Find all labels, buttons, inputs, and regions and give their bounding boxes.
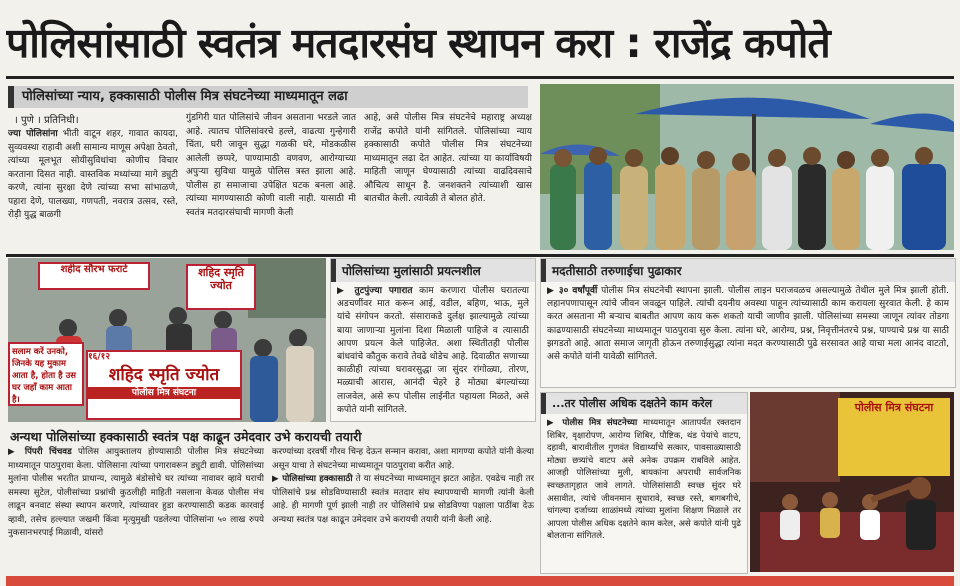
rally-banner-salam: सलाम करें उनको, जिनके यह मुकाम आता है, होता है उस घर जहाँ काम आता है। (8, 342, 84, 406)
rally-banner-main-title: शहिद स्मृति ज्योत (108, 365, 220, 385)
article2-column-2 (272, 446, 534, 570)
rally-photo (8, 258, 326, 422)
box-vigilance-title: ...तर पोलीस अधिक दक्षतेने काम करेल (541, 393, 747, 414)
article2-lead: ▶ पिंपरी चिंचवड (8, 447, 72, 457)
bottom-strip (6, 576, 954, 586)
rally-banner-smriti: शहिद स्मृति ज्योत (186, 264, 256, 310)
box-children-title: पोलिसांच्या मुलांसाठी प्रयत्नशील (331, 259, 535, 282)
box-vigilance (540, 392, 748, 574)
box-youth (540, 258, 956, 388)
box-vigilance-body (541, 414, 747, 546)
rally-banner-main-org: पोलीस मित्र संघटना (88, 387, 240, 399)
ceremony-photo-graphic (540, 84, 954, 250)
article1-col1-text: भीती वाटून शहर, गावात कायदा, सुव्यवस्था राहावी अशी सामान्य माणूस अपेक्षा ठेवतो, त्यांच्या मूलभूत सोयीसुविधांचा कोणीच विचार करताना दिसत नाही. वास्तविक मध्यांच्या मागे ड्युटी करणे, त्यांना सुरक्षा देणे त्यांच्या सभा सांभाळणे, पहारा देणे, पालख्या, गणपती, नवरात्र उत्सव, रस्ते, रोड़ी युद्ध बाळगी (8, 129, 178, 220)
headline: पोलिसांसाठी स्वतंत्र मतदारसंघ स्थापन करा : राजेंद्र कपोते (6, 19, 830, 67)
box-youth-lead: ▶ ३० वर्षांपूर्वी (547, 286, 598, 296)
article1-column-1 (8, 128, 178, 252)
subheadline: पोलिसांच्या न्याय, हक्कासाठी पोलीस मित्र संघटनेच्या माध्यमातून लढा (8, 86, 528, 108)
box-vigilance-text: माध्यमातून आतापर्यंत रक्तदान शिबिर, वृक्षारोपण, आरोग्य शिबिर, पौष्टिक, थंड पेयांचे वाटप, दहावी, बारावीतील गुणवंत विद्यार्थ्यांचे सत्कार, पावसाळ्यासाठी मोठ्या छत्र्यांचे वाटप असे अनेक उपक्रम राबविले आहेत. आजही पोलिसांच्या मुली, बायकांना अपराधी सार्वजनिक स्वच्छतागृहात जावे लागते. पोलिसांसाठी स्वच्छ सुंदर घरे असावीत, त्यांचे जीवनमान सुधारावे, स्वच्छ रस्ते, बागबगीचे, चांगल्या दर्जाच्या शाळांमध्ये त्यांच्या मुलांना शिक्षण मिळाले तर आपला पोलीस अधिक दक्षतेने काम करेल, असे कपोते यांनी पुढे बोलताना सांगितले. (547, 418, 742, 542)
box-youth-text: पोलीस मित्र संघटनेची स्थापना झाली. पोलीस लाइन घराजवळच असल्यामुळे तेथील मुले मित्र झाली होती. लहानपणापासून त्यांचे जीवन जवळून पाहिले. त्यांची दयनीय अवस्था पाहून त्यांच्यासाठी काम करायला सुरवात केली. हे काम करत असताना मी बऱ्याच बाबतीत आपण काय करू शकतो याची जाणीव झाली. पोलिसांच्या समस्या जाणून त्यांवर तोडगा काढण्यासाठी संघटनेच्या माध्यमातून पाठपुरावा सुरु केला. त्यांना घरे, आरोग्य, प्रश्न, निवृत्तीनंतरचे प्रश्न, पाण्याचे प्रश्न या साठी झगडतो आहे. आता समाज जागृती होऊन तरुणाईसुद्धा त्यांना मदत करण्यासाठी पुढे सरसावत आहे याचा मला आनंद वाटतो, असे कपोते यांनी यावेळी सांगितले. (547, 286, 949, 363)
article2-column-1 (8, 446, 264, 570)
article1-lead: ज्या पोलिसांना (8, 129, 58, 139)
article1-column-2: गुंडगिरी यात पोलिसांचे जीवन असताना भरडले जात आहे. त्यातच पोलिसांवरचे हल्ले, वाढत्या गुन्हेगारी चिंता, घरी जावून सुद्धा गळकी घरे, मोडकळीस आलेली छप्परे, पाण्यामाठी वणवण, आरोग्याच्या अपुऱ्या सुविधा यामुळे पोलिस त्रस्त झाला आहे. पोलीस हा समाजाचा उपेक्षित घटक बनला आहे. त्यांच्या मागण्यासाठी कोणी वाली नाही. यासाठी मी स्वतंत्र मतदारसंघाची मागणी केली (186, 113, 356, 218)
box-youth-title: मदतीसाठी तरुणाईचा पुढाकार (541, 259, 955, 282)
rally-banner-number: १६/१२ (88, 352, 111, 362)
section-rule-1 (6, 254, 954, 257)
stage-photo (750, 392, 954, 572)
box-children-body (331, 282, 535, 420)
ceremony-photo (540, 84, 954, 250)
box-children (330, 258, 536, 422)
article2-title: अन्यथा पोलिसांच्या हक्कासाठी स्वतंत्र पक्ष काढून उमेदवार उभे करायची तयारी (10, 429, 362, 444)
article2-col2-text: करण्यांच्या दरवर्षी गौरव चिन्ह देऊन सन्मान करावा, अशा मागण्या कपोते यांनी केल्या असून याचा ते संघटनेच्या माध्यमातून पाठपुरावा करीत आहे. (272, 447, 534, 471)
rally-banner-saurabh: शहीद सौरभ फराटे (38, 262, 150, 290)
article2-col1-text: पोलिस आयुक्तालय होण्यासाठी पोलीस मित्र संघटनेच्या माध्यमातून पाठपुरावा केला. पोलिसाना त्यांच्या पगारावरून ड्युटी द्यावी. पोलिसांच्या मुलांना पोलीस भरतीत प्राधान्य, त्यामुळे बंडोसोचे घर त्यांच्या नावावर व्हावे घराची समस्या सुटेल, पोलीसांच्या प्रश्नांची कुठलीही माहिती नसलाना केवळ पोलीस मंच लाढून बनवाट संस्था स्थापन करणारे, त्यांच्यावर हुडा करण्यासाठी कडक कारवाई व्हावी, तसेच हल्ल्यात जखमी किंवा मृत्युमुखी पडलेल्या पोलिसांना ५० लाख रुपये नुकसानभरपाई मिळावी, यांसरो (8, 447, 264, 538)
box-children-lead: ▶ तुटपुंज्या पगारात (337, 286, 413, 296)
stage-banner-title: पोलीस मित्र संघटना (854, 401, 934, 414)
article2-col2b-text: ते या संघटनेच्या माध्यमातून झटत आहेत. एवढेच नाही तर पोलिसांचे प्रश्न सोडविण्यासाठी स्वतंत्र मतदार संघ स्थापण्याची मागणी त्यांनी केली आहे. ही मागणी पूर्ण झाली नाही तर पोलिसांचे प्रश्न सोडविण्या पक्षाला पाठींबा देऊ अन्यथा स्वतंत्र पक्ष काढून उमेदवार उभे करायची तयारी यांनी केली आहे. (272, 474, 534, 525)
article1-column-3: आहे, असे पोलीस मित्र संघटनेचे महाराष्ट्र अध्यक्ष राजेंद्र कपोते यांनी सांगितले. पोलिसांच्या न्याय हक्कासाठी कपोते पोलीस मित्र संघटनेच्या माध्यमातून लढा देत आहेत. त्यांच्या या कार्याविषयी माहिती जाणून घेण्यासाठी त्यांच्या वाढदिवसाचे औचित्य साधून है. जनशक्तने त्यांच्याशी खास बातचीत केली. त्यावेळी ते बोलत होते. (364, 113, 532, 204)
article2-lead-2: ▶ पोलिसांच्या हक्कासाठी (272, 474, 353, 484)
headline-rule (6, 76, 954, 79)
box-vigilance-lead: ▶ पोलीस मित्र संघटनेच्या (547, 418, 638, 428)
dateline: । पुणे । प्रतिनिधी। (14, 115, 79, 126)
box-children-text: काम करणारा पोलीस घरातल्या अडचणींवर मात करून आई, वडील, बहिण, भाऊ, मुले यांचे संगोपन करतो. संसाराकडे दुर्लक्ष झाल्यामुळे त्यांच्या बाया जाणाऱ्या मुलांना दिशा मिळाली पाहिजे व त्यासाठी आपण प्रयत्न केले पाहिजेत. अशा स्थितीतही पोलीस बांधवांचे कौतुक करावे तेवढे थोडेच आहे. दिवाळीत सणाच्या काळीही त्यांच्या घरावरसुद्धा जा सुंदर रांगोळ्या, तोरण, मळ्याची आरास, आनंदी चेहरे हे मोठ्या बंगल्यांच्या लाजवेल, असे रूप पोलीस लाईनीत पहायला मिळते, असे कपोते यांनी सांगितले. (337, 286, 529, 415)
rally-banner-main (86, 350, 242, 420)
box-youth-body (541, 282, 955, 367)
